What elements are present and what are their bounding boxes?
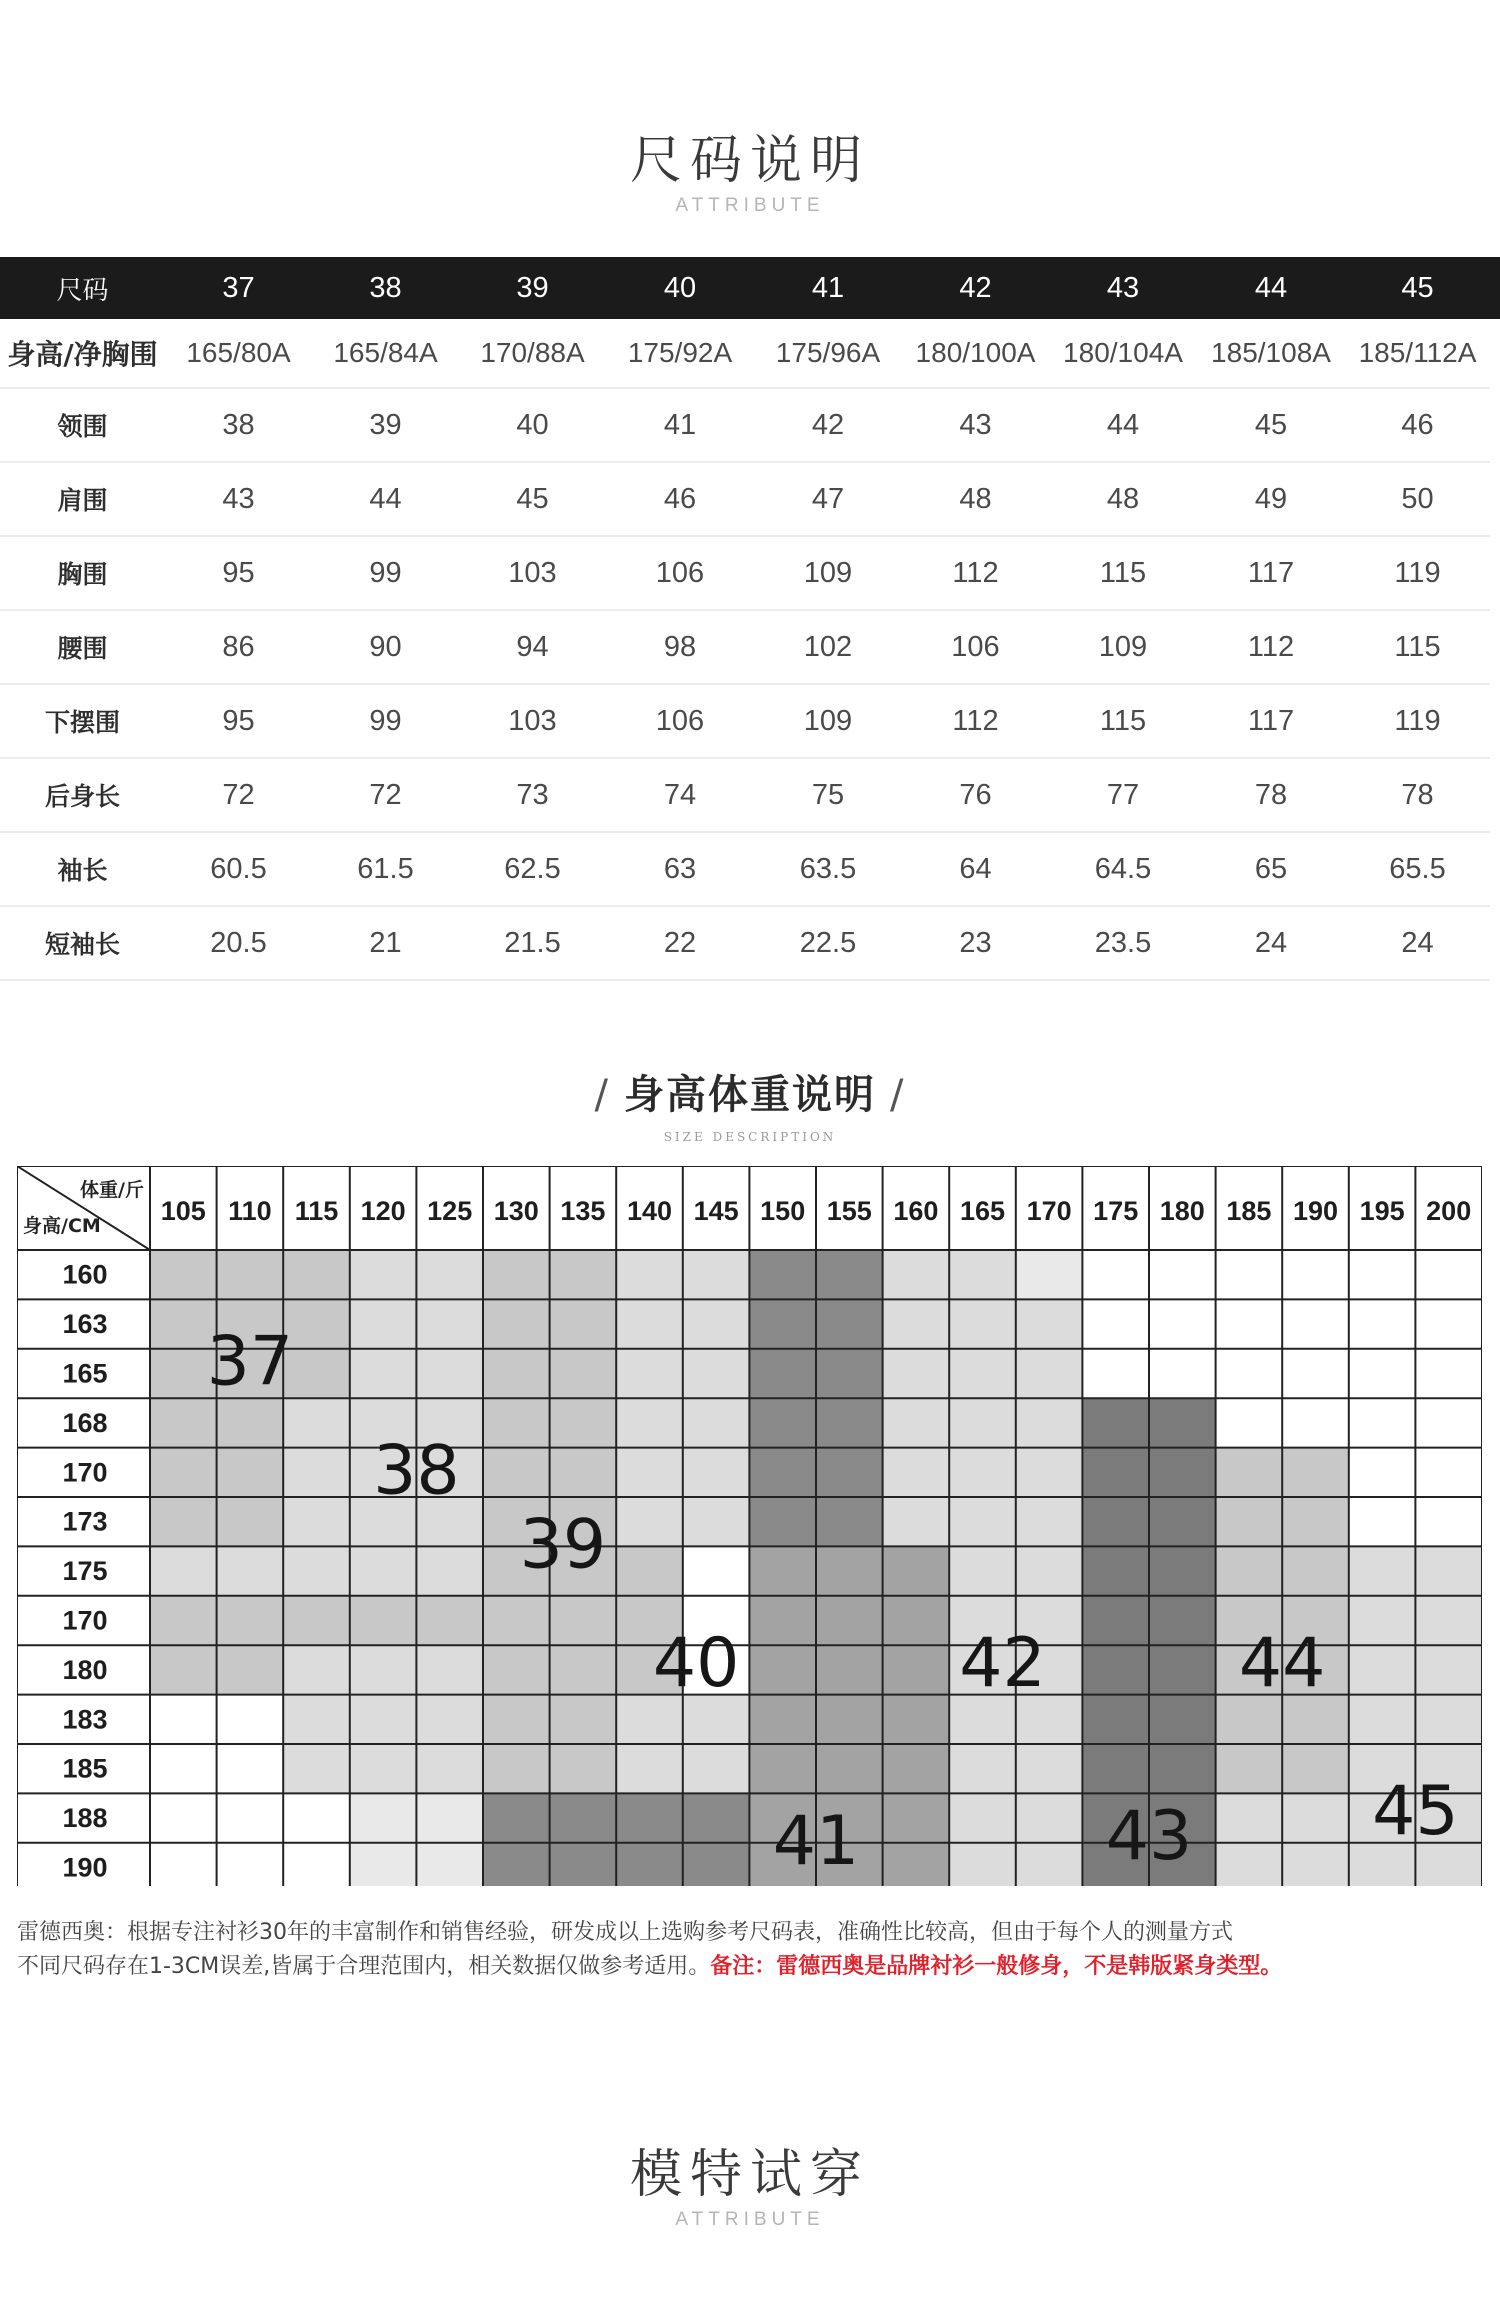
size-table-cell: 20.5: [210, 926, 267, 959]
size-table-cell: 106: [951, 630, 1000, 663]
size-table-cell: 102: [803, 630, 853, 663]
row-label: 短袖长: [44, 930, 120, 959]
size-table-cell: 74: [663, 778, 697, 811]
size-header-label: 尺码: [56, 275, 109, 306]
weight-tick-label: 130: [493, 1196, 539, 1226]
size-table-cell: 24: [1401, 926, 1434, 959]
size-table-cell: 112: [952, 704, 999, 737]
row-label: 袖长: [57, 856, 108, 885]
size-table-cell: 117: [1247, 704, 1295, 737]
size-header-45: 45: [1401, 271, 1434, 304]
size-table-cell: 44: [369, 482, 402, 515]
size-table-cell: 98: [663, 630, 697, 663]
size-table-cell: 115: [1099, 704, 1147, 737]
size-table-cell: 41: [663, 408, 697, 441]
weight-tick-label: 170: [1026, 1196, 1072, 1226]
model-section-title: 模特试穿: [629, 2145, 870, 2205]
size-table-cell: 64.5: [1094, 852, 1152, 885]
height-weight-chart: [17, 1166, 1482, 1886]
hw-section-header: [0, 1063, 1500, 1144]
note-line-1: 雷德西奥：根据专注衬衫30年的丰富制作和销售经验，研发成以上选购参考尺码表，准确性比较高，但由于每个人的测量方式: [17, 1920, 1233, 1945]
weight-tick-label: 165: [959, 1196, 1006, 1226]
size-table-cell: 78: [1401, 778, 1434, 811]
size-table-cell: 76: [959, 778, 992, 811]
size-table-header: [0, 257, 1500, 319]
weight-tick-label: 200: [1426, 1196, 1472, 1226]
size-table-cell: 60.5: [210, 852, 267, 885]
corner-height-label: 身高/CM: [23, 1215, 101, 1237]
size-table-cell: 64: [959, 852, 992, 885]
size-table-cell: 106: [655, 704, 705, 737]
hw-section-title: / 身高体重说明 /: [594, 1072, 906, 1118]
size-zone-label: 38: [373, 1431, 460, 1511]
size-table-cell: 115: [1394, 630, 1441, 663]
weight-tick-label: 195: [1359, 1196, 1405, 1226]
row-label: 肩围: [57, 486, 108, 515]
height-tick-label: 170: [62, 1457, 108, 1488]
height-tick-label: 175: [62, 1556, 108, 1587]
row-label: 领围: [57, 412, 108, 441]
size-zone-label: 43: [1105, 1796, 1193, 1876]
size-zone-label: 41: [772, 1801, 860, 1881]
size-table-cell: 112: [952, 556, 999, 589]
size-table-row: [0, 833, 1490, 907]
size-table-cell: 77: [1106, 778, 1140, 811]
size-table-cell: 40: [516, 408, 549, 441]
height-tick-label: 185: [62, 1753, 108, 1784]
height-tick-label: 180: [62, 1654, 108, 1685]
size-table-cell: 24: [1254, 926, 1288, 959]
size-table-cell: 95: [222, 704, 255, 737]
size-table-cell: 119: [1394, 556, 1441, 589]
size-table-cell: 94: [516, 630, 549, 663]
height-tick-label: 190: [62, 1852, 108, 1883]
size-zone-label: 37: [206, 1322, 294, 1402]
size-table-cell: 119: [1394, 704, 1441, 737]
size-zone-label: 40: [652, 1624, 740, 1704]
row-label: 胸围: [57, 560, 108, 589]
size-table-row: [0, 463, 1490, 537]
size-table-cell: 38: [222, 408, 255, 441]
size-zone-label: 39: [519, 1505, 607, 1585]
size-table-cell: 45: [516, 482, 549, 515]
size-section-title: 尺码说明: [629, 131, 870, 191]
size-header-38: 38: [369, 271, 402, 304]
size-header-43: 43: [1106, 271, 1140, 304]
size-table-cell: 72: [222, 778, 255, 811]
size-table-cell: 63.5: [799, 852, 857, 885]
size-table-cell: 75: [811, 778, 845, 811]
size-table-cell: 117: [1247, 556, 1295, 589]
size-table-cell: 46: [1401, 408, 1434, 441]
size-table-row: [0, 389, 1490, 463]
size-table-cell: 103: [508, 704, 557, 737]
size-zone-label: 42: [959, 1624, 1046, 1704]
weight-tick-label: 190: [1292, 1196, 1339, 1226]
size-table-cell: 95: [222, 556, 255, 589]
size-header-39: 39: [516, 271, 549, 304]
size-table-cell: 86: [222, 630, 255, 663]
size-header-40: 40: [663, 271, 697, 304]
height-tick-label: 183: [62, 1704, 108, 1735]
size-table-cell: 72: [369, 778, 402, 811]
size-table-row: [0, 685, 1490, 759]
weight-tick-label: 180: [1159, 1196, 1205, 1226]
size-table-cell: 44: [1106, 408, 1140, 441]
size-table-cell: 50: [1401, 482, 1434, 515]
size-table-cell: 62.5: [504, 852, 561, 885]
size-table-cell: 109: [803, 556, 853, 589]
size-table-row: [0, 759, 1490, 833]
row-label: 身高/净胸围: [7, 338, 158, 371]
height-tick-label: 170: [62, 1605, 108, 1636]
weight-tick-label: 115: [294, 1196, 339, 1226]
size-table-cell: 21.5: [504, 926, 561, 959]
size-table-row: [0, 907, 1490, 981]
size-table-cell: 73: [516, 778, 549, 811]
size-table-cell: 39: [369, 408, 402, 441]
size-table-cell: 165/80A: [186, 337, 291, 368]
size-table-cell: 78: [1254, 778, 1288, 811]
size-table-cell: 22: [663, 926, 697, 959]
size-table-cell: 23.5: [1094, 926, 1152, 959]
size-table-cell: 23: [959, 926, 992, 959]
weight-tick-label: 145: [693, 1196, 739, 1226]
size-table-cell: 22.5: [799, 926, 857, 959]
size-section-header: [0, 118, 1500, 217]
note-line-2: [17, 1950, 1487, 1984]
row-label: 后身长: [44, 782, 120, 811]
size-table-cell: 49: [1254, 482, 1288, 515]
size-table-row: [0, 611, 1490, 685]
height-tick-label: 160: [62, 1259, 108, 1290]
size-table-cell: 175/96A: [775, 337, 881, 368]
note-line-2-text: 不同尺码存在1-3CM误差,皆属于合理范围内，相关数据仅做参考适用。: [17, 1954, 711, 1979]
size-table-cell: 46: [663, 482, 697, 515]
size-table-cell: 48: [1106, 482, 1140, 515]
size-table-cell: 115: [1099, 556, 1147, 589]
size-table-cell: 65.5: [1389, 852, 1446, 885]
weight-tick-label: 120: [360, 1196, 406, 1226]
size-zone-label: 44: [1238, 1624, 1326, 1704]
weight-tick-label: 110: [228, 1196, 272, 1226]
weight-tick-label: 155: [826, 1196, 872, 1226]
note-remark: 备注：雷德西奥是品牌衬衫一般修身，不是韩版紧身类型。: [710, 1954, 1283, 1979]
size-section-subtitle: ATTRIBUTE: [675, 195, 825, 216]
size-table-cell: 112: [1247, 630, 1295, 663]
size-header-44: 44: [1254, 271, 1288, 304]
weight-tick-label: 125: [427, 1196, 473, 1226]
size-table-cell: 165/84A: [333, 337, 438, 368]
height-tick-label: 165: [62, 1358, 108, 1389]
height-tick-label: 173: [62, 1506, 108, 1537]
size-table-cell: 21: [369, 926, 402, 959]
weight-tick-label: 140: [626, 1196, 673, 1226]
size-table-cell: 43: [222, 482, 255, 515]
size-table-cell: 180/100A: [915, 337, 1036, 368]
size-table-cell: 106: [655, 556, 705, 589]
size-header-41: 41: [811, 271, 845, 304]
size-table-cell: 63: [663, 852, 697, 885]
hw-section-subtitle: SIZE DESCRIPTION: [663, 1130, 837, 1144]
model-section-subtitle: ATTRIBUTE: [675, 2209, 825, 2230]
chart-shade-cell: [1016, 1299, 1083, 1546]
size-table-body: [0, 319, 1500, 981]
size-table-cell: 109: [1098, 630, 1148, 663]
corner-weight-label: 体重/斤: [80, 1179, 144, 1201]
size-table-row: [0, 537, 1490, 611]
size-table-cell: 170/88A: [480, 337, 585, 368]
size-table-cell: 109: [803, 704, 853, 737]
size-table-cell: 65: [1254, 852, 1288, 885]
size-table-cell: 185/112A: [1358, 337, 1477, 368]
size-table-cell: 43: [959, 408, 992, 441]
size-header-42: 42: [959, 271, 992, 304]
size-table-cell: 99: [369, 556, 402, 589]
weight-tick-label: 160: [893, 1196, 939, 1226]
row-label: 下摆围: [44, 708, 120, 737]
height-tick-label: 188: [62, 1803, 108, 1834]
height-tick-label: 168: [62, 1407, 108, 1438]
row-label: 腰围: [57, 634, 108, 663]
size-table-cell: 45: [1254, 408, 1288, 441]
size-note: [17, 1916, 1487, 1984]
size-table-cell: 61.5: [357, 852, 414, 885]
size-table-cell: 175/92A: [627, 337, 733, 368]
size-header-37: 37: [222, 271, 255, 304]
chart-shade-cell: [283, 1645, 483, 1793]
size-zone-label: 45: [1372, 1772, 1459, 1852]
size-table-cell: 48: [959, 482, 992, 515]
size-table-cell: 103: [508, 556, 557, 589]
weight-tick-label: 105: [160, 1196, 206, 1226]
weight-tick-label: 150: [760, 1196, 806, 1226]
size-table-cell: 180/104A: [1063, 337, 1183, 368]
size-table-cell: 90: [369, 630, 402, 663]
size-table: [0, 257, 1500, 981]
size-table-row: [0, 319, 1490, 389]
size-table-cell: 99: [369, 704, 402, 737]
size-table-cell: 42: [811, 408, 845, 441]
size-table-cell: 47: [811, 482, 845, 515]
height-tick-label: 163: [62, 1309, 108, 1340]
weight-tick-label: 185: [1226, 1196, 1272, 1226]
weight-tick-label: 135: [560, 1196, 606, 1226]
weight-tick-label: 175: [1093, 1196, 1139, 1226]
model-section-header: [0, 2132, 1500, 2231]
size-table-cell: 185/108A: [1211, 337, 1331, 368]
